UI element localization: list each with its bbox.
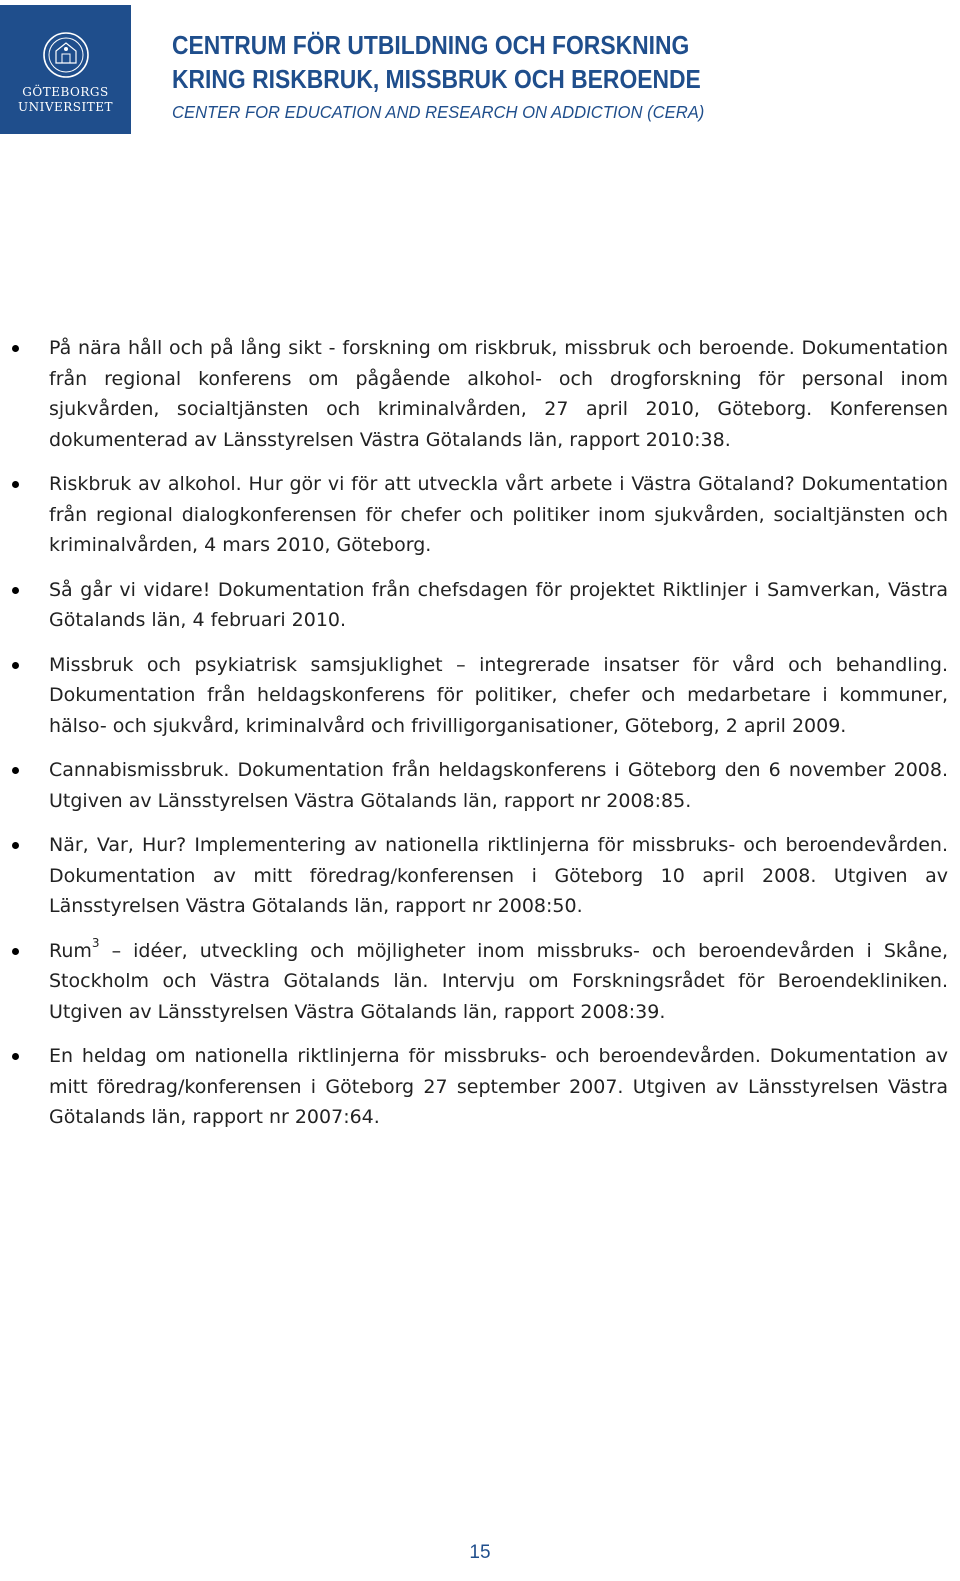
header-subtitle: CENTER FOR EDUCATION AND RESEARCH ON ADDICTION (CERA) (172, 102, 705, 122)
bullet-icon (12, 345, 19, 352)
list-item-superscript: 3 (91, 935, 100, 950)
bullet-icon (12, 481, 19, 488)
header-title-line2: KRING RISKBRUK, MISSBRUK OCH BEROENDE (172, 64, 701, 94)
list-item (12, 469, 948, 561)
list-item-text: När, Var, Hur? Implementering av nationella riktlinjerna för missbruks- och beroendevården. Dokumentation av mitt föredrag/konferensen i Göteborg 10 april 2008. Utgiven av Länsstyrelsen Västra Götalands län, rapport nr 2008:50. (49, 834, 948, 917)
list-item-text: Missbruk och psykiatrisk samsjuklighet – integrerade insatser för vård och behandling. Dokumentation från heldagskonferens för politiker, chefer och medarbetare i kommuner, hälso- och sjukvård, kriminalvård och frivilligorganisationer, Göteborg, 2 april 2009. (49, 653, 948, 737)
logo-text-line1: GÖTEBORGS (22, 85, 109, 99)
list-item-text: På nära håll och på lång sikt - forskning om riskbruk, missbruk och beroende. Dokumentation från regional konferens om pågående alkohol- och drogforskning för personal inom sjukvården, socialtjänsten och kriminalvården, 27 april 2010, Göteborg. Konferensen dokumenterad av Länsstyrelsen Västra Götalands län, rapport 2010:38. (49, 337, 948, 451)
page-header (172, 28, 773, 124)
list-item-text: Riskbruk av alkohol. Hur gör vi för att utveckla vårt arbete i Västra Götaland? Dokumentation från regional dialogkonferensen för chefer och politiker inom sjukvården, socialtjänsten och kriminalvården, 4 mars 2010, Göteborg. (49, 473, 948, 556)
list-item (12, 830, 948, 922)
list-item-prefix: Rum (49, 939, 92, 962)
list-item-text: Så går vi vidare! Dokumentation från chefsdagen för projektet Riktlinjer i Samverkan, Västra Götalands län, 4 februari 2010. (49, 578, 948, 631)
list-item (12, 936, 948, 1028)
list-item (12, 575, 948, 636)
publication-list (12, 333, 948, 1147)
list-item (12, 333, 948, 455)
bullet-icon (12, 842, 19, 849)
list-item (12, 650, 948, 742)
list-item-text: En heldag om nationella riktlinjerna för missbruks- och beroendevården. Dokumentation av mitt föredrag/konferensen i Göteborg 27 september 2007. Utgiven av Länsstyrelsen Västra Götalands län, rapport nr 2007:64. (49, 1045, 948, 1128)
bullet-icon (12, 1053, 19, 1060)
university-seal-icon (38, 31, 94, 83)
logo-text-line2: UNIVERSITET (17, 100, 114, 114)
bullet-icon (12, 587, 19, 594)
bullet-icon (12, 948, 19, 955)
list-item (12, 755, 948, 816)
bullet-icon (12, 662, 19, 669)
header-title-line1: CENTRUM FÖR UTBILDNING OCH FORSKNING (172, 30, 690, 60)
page-number: 15 (469, 1542, 491, 1563)
list-item (12, 1041, 948, 1133)
list-item-text: Cannabismissbruk. Dokumentation från heldagskonferens i Göteborg den 6 november 2008. Utgiven av Länsstyrelsen Västra Götalands län, rapport nr 2008:85. (49, 759, 948, 812)
university-logo (0, 5, 131, 134)
list-item-text: – idéer, utveckling och möjligheter inom missbruks- och beroendevården i Skåne, Stockholm och Västra Götalands län. Intervju om Forskningsrådet för Beroendekliniken. Utgiven av Länsstyrelsen Västra Götalands län, rapport 2008:39. (49, 939, 948, 1023)
bullet-icon (12, 767, 19, 774)
